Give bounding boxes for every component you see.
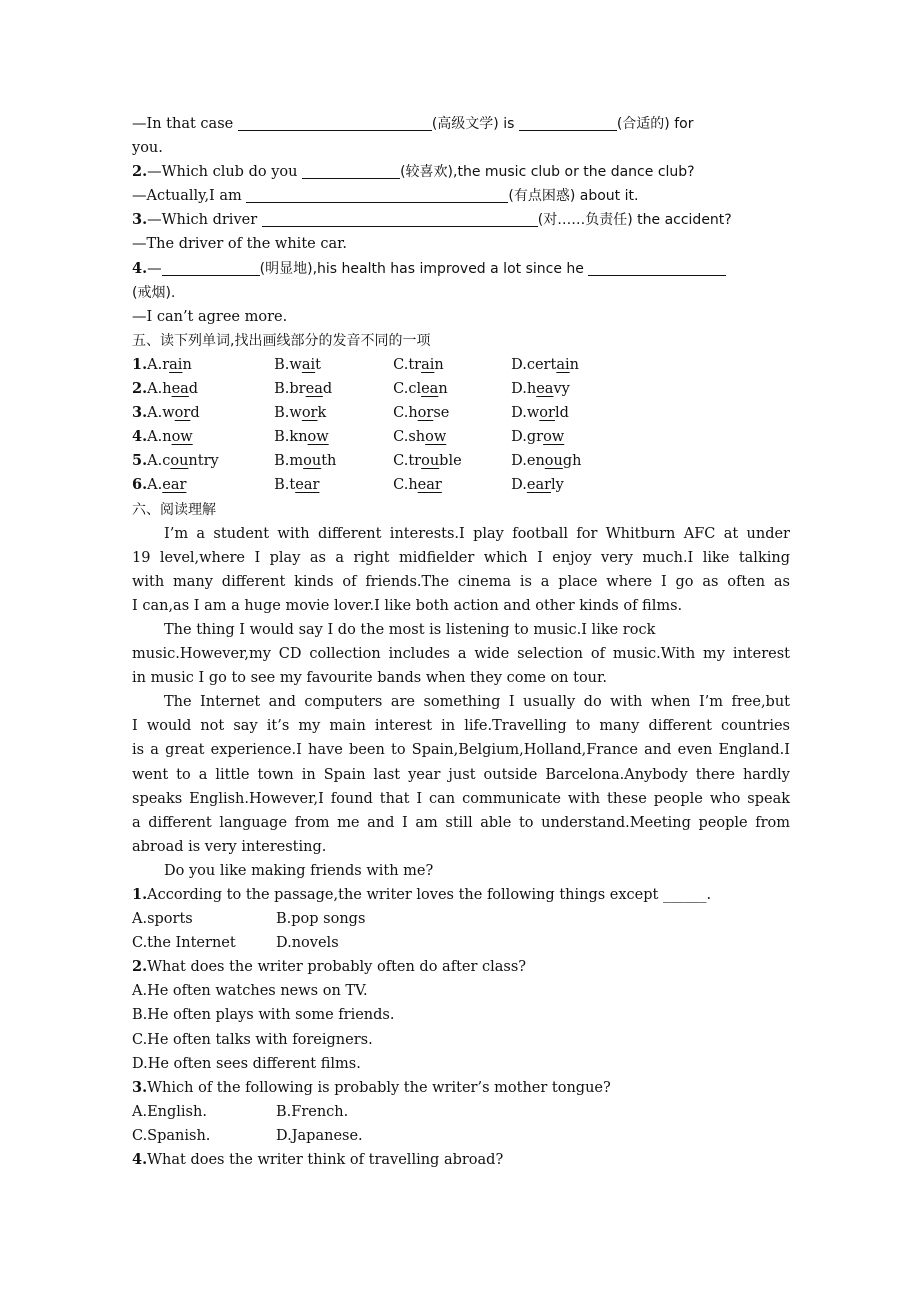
option-text: C.tr: [393, 453, 422, 470]
row-number: 1.: [132, 355, 148, 373]
option-a[interactable]: [147, 473, 274, 497]
option-text: n: [569, 356, 579, 373]
q2-number: 2.: [132, 163, 148, 181]
pronunciation-table: [132, 353, 790, 498]
pronunciation-row: [132, 401, 790, 425]
q1-text-b: (高级文学) is: [431, 116, 519, 132]
option-text: B.w: [274, 405, 302, 422]
passage-line: 19 level,where I play as a right midfielder which I enjoy very much.I like talking: [132, 549, 790, 566]
pronunciation-row: [132, 425, 790, 449]
underlined-part: ear: [417, 477, 442, 494]
row-number: 3.: [132, 404, 148, 422]
q2-text-a: —Which club do you: [147, 164, 303, 181]
option-c[interactable]: [393, 449, 511, 473]
option-text: B.br: [274, 381, 306, 398]
answer-row: [132, 1003, 790, 1027]
underlined-part: ow: [171, 429, 193, 446]
option-text: d: [188, 381, 199, 398]
q2-blank[interactable]: [302, 162, 400, 179]
answer-row: [132, 1124, 790, 1148]
option-d[interactable]: [511, 425, 564, 449]
question-text: According to the passage,the writer loves the following things except ______.: [147, 887, 712, 903]
pronunciation-row: [132, 377, 790, 401]
section5-heading: 五、读下列单词,找出画线部分的发音不同的一项: [132, 332, 431, 349]
question-text: Which of the following is probably the writer’s mother tongue?: [147, 1079, 611, 1096]
option-a[interactable]: [147, 449, 274, 473]
answer-option[interactable]: A.sports: [132, 911, 193, 928]
option-text: n: [434, 356, 444, 373]
q1-text-c: (合适的) for: [616, 116, 694, 132]
passage-line: The Internet and computers are something I usually do with when I’m free,but: [164, 694, 790, 711]
q4-number: 4.: [132, 259, 148, 277]
question-text: What does the writer think of travelling abroad?: [147, 1152, 504, 1169]
option-text: d: [322, 381, 333, 398]
passage-line: I can,as I am a huge movie lover.I like both action and other kinds of films.: [132, 597, 683, 614]
option-text: D.cert: [511, 356, 557, 373]
option-text: A.n: [147, 429, 172, 446]
option-c[interactable]: [393, 425, 511, 449]
option-text: d: [190, 405, 200, 422]
underlined-part: ai: [169, 356, 183, 373]
option-text: A.r: [147, 356, 170, 373]
q1-blank-a[interactable]: [238, 114, 432, 131]
option-text: A.w: [147, 405, 175, 422]
row-number: 2.: [132, 380, 148, 398]
q4-text-a: —: [147, 260, 162, 277]
underlined-part: ear: [526, 477, 552, 494]
option-c[interactable]: [393, 353, 511, 377]
question-stem: [132, 883, 790, 907]
passage-line: I would not say it’s my main interest in life.Travelling to many different countries: [132, 718, 790, 735]
option-text: C.h: [393, 405, 418, 422]
option-d[interactable]: [511, 473, 564, 497]
option-a[interactable]: [147, 377, 274, 401]
row-number: 6.: [132, 476, 148, 494]
underlined-part: ea: [171, 381, 189, 398]
option-c[interactable]: [393, 473, 511, 497]
option-text: A.: [147, 477, 163, 494]
question-number: 1.: [132, 886, 148, 903]
option-b[interactable]: [274, 449, 393, 473]
option-d[interactable]: [511, 377, 570, 401]
q2-text-b: (较喜欢),the music club or the dance club?: [400, 164, 695, 181]
underlined-part: ow: [425, 429, 447, 446]
underlined-part: ai: [421, 356, 435, 373]
underlined-part: or: [417, 405, 434, 422]
option-text: th: [321, 453, 337, 470]
section6-heading: 六、阅读理解: [132, 501, 216, 518]
option-text: gh: [562, 453, 582, 470]
option-text: C.sh: [393, 429, 426, 446]
option-text: ly: [551, 477, 564, 494]
q3-text-a: —Which driver: [147, 212, 262, 229]
option-d[interactable]: [511, 449, 581, 473]
pronunciation-row: [132, 473, 790, 497]
option-text: ld: [554, 405, 569, 422]
option-text: B.t: [274, 477, 296, 494]
question-stem: [132, 1076, 790, 1100]
option-text: C.cl: [393, 381, 422, 398]
option-b[interactable]: [274, 353, 393, 377]
option-text: A.h: [147, 381, 172, 398]
pronunciation-row: [132, 449, 790, 473]
q2b-text-b: (有点困惑) about it.: [508, 188, 639, 205]
underlined-part: or: [539, 405, 555, 422]
q3-number: 3.: [132, 211, 148, 229]
worksheet-page: [132, 112, 790, 1172]
q4-text-b: (明显地),his health has improved a lot since he: [259, 260, 589, 277]
q3-answer-line: —The driver of the white car.: [132, 236, 348, 253]
question-number: 2.: [132, 958, 148, 976]
option-text: D.h: [511, 381, 537, 398]
underlined-part: or: [174, 405, 191, 422]
question-stem: [132, 1148, 790, 1172]
underlined-part: ea: [305, 381, 323, 398]
option-text: n: [438, 381, 448, 398]
option-d[interactable]: [511, 353, 579, 377]
option-b[interactable]: [274, 473, 393, 497]
passage-line: I’m a student with different interests.I play football for Whitburn AFC at under: [164, 525, 790, 542]
answer-option[interactable]: B.French.: [276, 1103, 349, 1120]
option-c[interactable]: [393, 377, 511, 401]
option-b[interactable]: [274, 401, 393, 425]
underlined-part: ea: [536, 381, 554, 398]
q2-answer-line: [132, 184, 790, 208]
option-text: t: [315, 356, 321, 373]
answer-option[interactable]: A.He often watches news on TV.: [132, 983, 368, 1000]
underlined-part: ear: [295, 477, 320, 494]
answer-row: [132, 979, 790, 1003]
answer-option[interactable]: A.English.: [132, 1103, 207, 1120]
q3-line: [132, 208, 790, 232]
underlined-part: ou: [170, 453, 189, 470]
question-text: What does the writer probably often do after class?: [147, 959, 527, 976]
option-text: B.w: [274, 356, 302, 373]
q2b-text-a: —Actually,I am: [132, 188, 247, 205]
option-a[interactable]: [147, 425, 274, 449]
underlined-part: ea: [421, 381, 439, 398]
option-text: D.gr: [511, 429, 544, 446]
underlined-part: ai: [301, 356, 316, 373]
option-c[interactable]: [393, 401, 511, 425]
answer-row: [132, 1052, 790, 1076]
option-text: A.c: [147, 453, 171, 470]
passage-line: speaks English.However,I found that I can communicate with these people who speak: [132, 790, 790, 807]
answer-option[interactable]: B.He often plays with some friends.: [132, 1007, 395, 1024]
underlined-part: ear: [162, 477, 187, 494]
passage-line: in music I go to see my favourite bands when they come on tour.: [132, 670, 607, 687]
option-text: ntry: [188, 453, 219, 470]
passage-line: went to a little town in Spain last year just outside Barcelona.Anybody there hardly: [132, 766, 790, 783]
option-b[interactable]: [274, 425, 393, 449]
reading-questions: [132, 883, 790, 1172]
underlined-part: ou: [421, 453, 440, 470]
answer-row: [132, 1100, 790, 1124]
q4-answer-line: —I can’t agree more.: [132, 308, 288, 325]
answer-row: [132, 931, 790, 955]
q1-line: [132, 112, 790, 136]
reading-passage: [132, 522, 790, 883]
answer-option[interactable]: D.novels: [276, 935, 339, 952]
answer-option[interactable]: C.the Internet: [132, 935, 236, 952]
q4-blank-b[interactable]: [588, 259, 726, 276]
passage-line: Do you like making friends with me?: [164, 862, 434, 879]
option-text: D.en: [511, 453, 545, 470]
option-d[interactable]: [511, 401, 569, 425]
q4-blank-a[interactable]: [162, 259, 260, 276]
q4-cont: (戒烟).: [132, 284, 176, 301]
underlined-part: or: [301, 405, 318, 422]
option-a[interactable]: [147, 353, 274, 377]
answer-option[interactable]: D.Japanese.: [276, 1127, 363, 1144]
q2-line: [132, 160, 790, 184]
option-text: k: [317, 405, 327, 422]
option-text: D.w: [511, 405, 540, 422]
option-text: C.tr: [393, 356, 422, 373]
option-text: n: [182, 356, 192, 373]
question-stem: [132, 955, 790, 979]
q1-text-a: —In that case: [132, 116, 238, 132]
answer-option[interactable]: C.Spanish.: [132, 1127, 211, 1144]
q3-text-b: (对……负责任) the accident?: [537, 212, 732, 229]
answer-option[interactable]: D.He often sees different films.: [132, 1055, 361, 1072]
option-a[interactable]: [147, 401, 274, 425]
q1-blank-b[interactable]: [519, 114, 617, 131]
q4-line: [132, 257, 790, 281]
option-text: ble: [439, 453, 462, 470]
q2b-blank[interactable]: [246, 186, 508, 203]
underlined-part: ow: [307, 429, 329, 446]
question-number: 3.: [132, 1078, 148, 1096]
option-text: B.m: [274, 453, 304, 470]
underlined-part: ai: [556, 356, 570, 373]
q3-blank[interactable]: [262, 210, 538, 227]
question-number: 4.: [132, 1151, 148, 1169]
underlined-part: ow: [543, 429, 565, 446]
pronunciation-row: [132, 353, 790, 377]
answer-option[interactable]: B.pop songs: [276, 911, 366, 928]
passage-line: music.However,my CD collection includes a wide selection of music.With my interest: [132, 646, 790, 663]
row-number: 5.: [132, 452, 148, 470]
option-b[interactable]: [274, 377, 393, 401]
q1-cont: you.: [132, 140, 163, 157]
underlined-part: ou: [544, 453, 563, 470]
row-number: 4.: [132, 428, 148, 446]
option-text: vy: [553, 381, 570, 398]
passage-line: abroad is very interesting.: [132, 838, 327, 855]
option-text: B.kn: [274, 429, 308, 446]
answer-row: [132, 1028, 790, 1052]
underlined-part: ou: [303, 453, 322, 470]
answer-option[interactable]: C.He often talks with foreigners.: [132, 1031, 373, 1048]
passage-line: The thing I would say I do the most is listening to music.I like rock: [164, 621, 656, 638]
option-text: D.: [511, 477, 527, 494]
passage-line: with many different kinds of friends.The cinema is a place where I go as often as: [132, 573, 790, 590]
passage-line: a different language from me and I am still able to understand.Meeting people from: [132, 814, 790, 831]
passage-line: is a great experience.I have been to Spain,Belgium,Holland,France and even England.I: [132, 742, 790, 759]
option-text: C.h: [393, 477, 418, 494]
option-text: se: [433, 405, 450, 422]
answer-row: [132, 907, 790, 931]
